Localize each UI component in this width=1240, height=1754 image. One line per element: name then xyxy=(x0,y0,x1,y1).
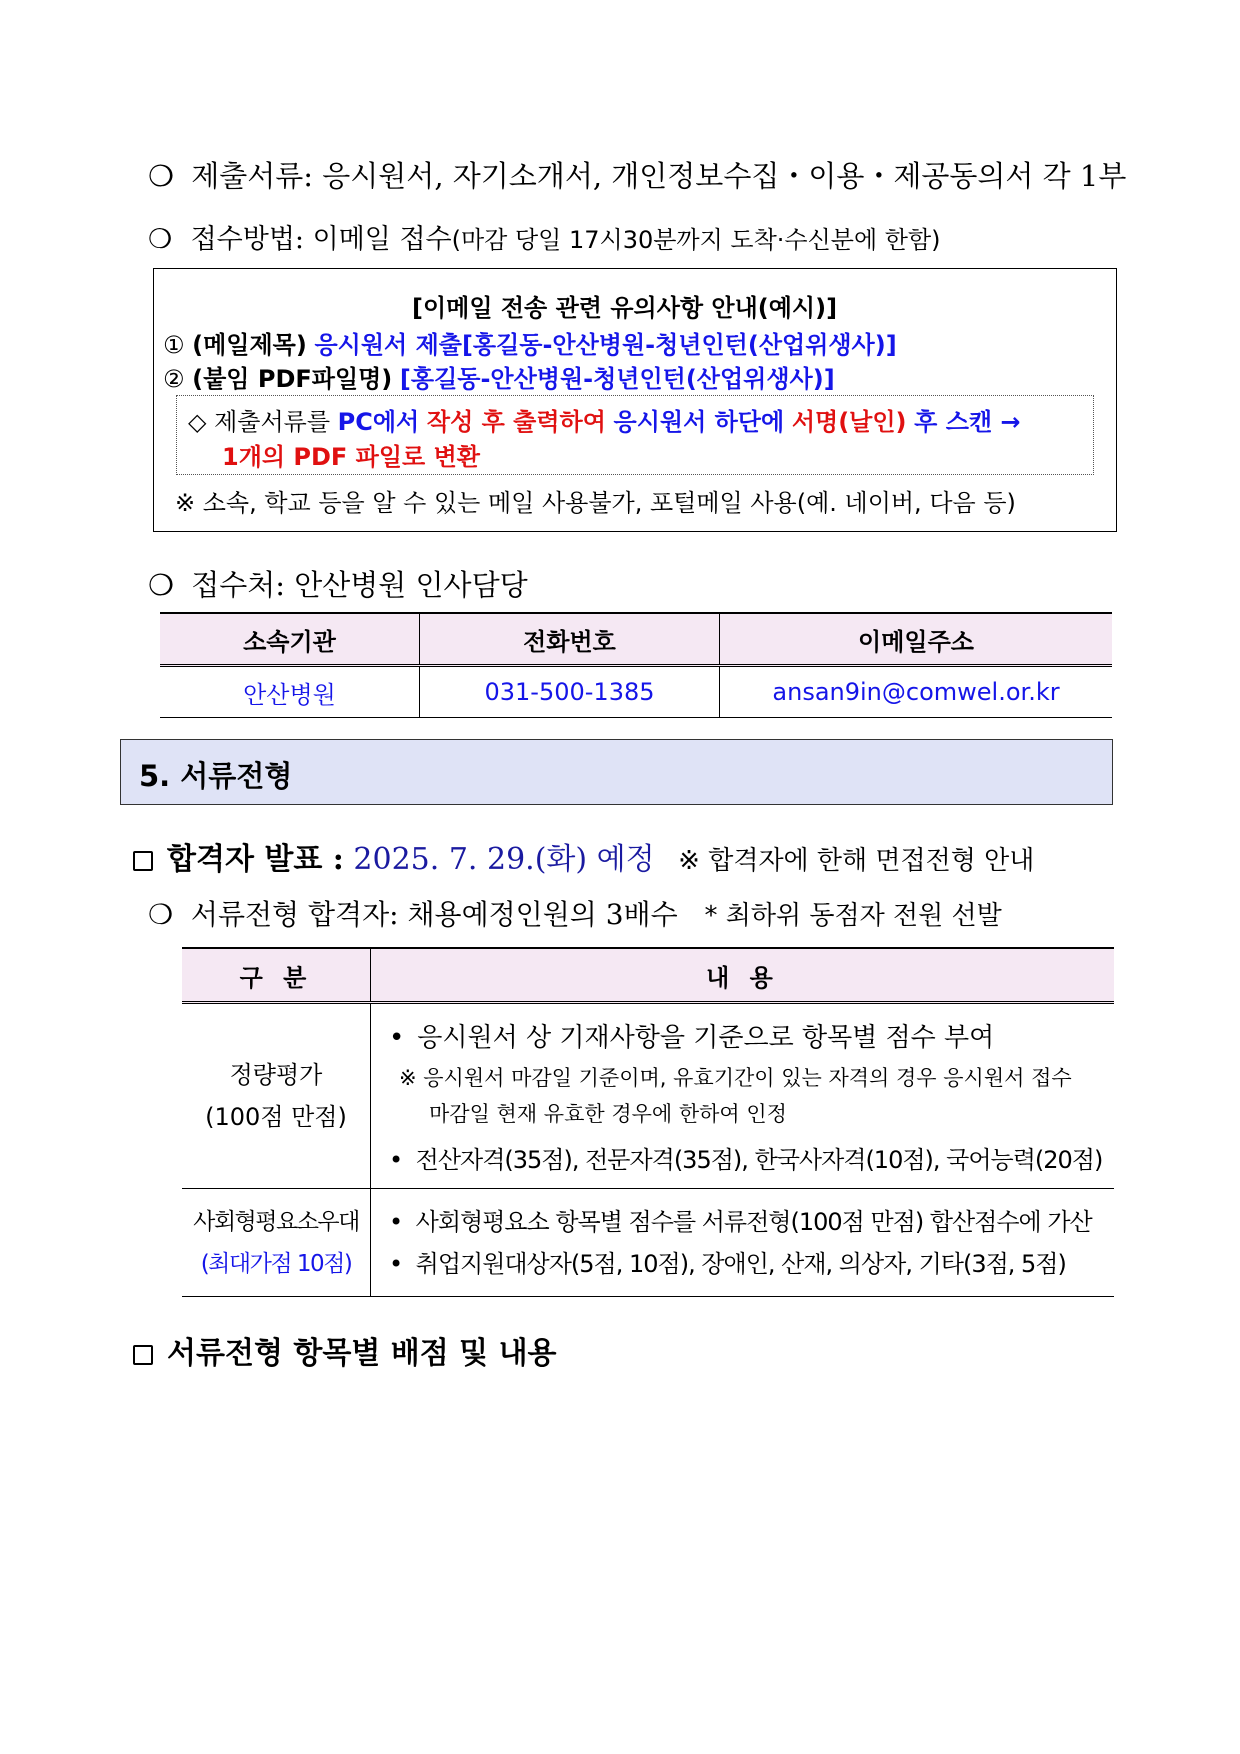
announcement-date: 2025. 7. 29.(화) 예정 xyxy=(353,842,655,877)
circle-bullet-icon: ❍ xyxy=(148,159,174,193)
receive-place-label: 접수처: xyxy=(191,568,286,602)
row2-category xyxy=(182,1189,371,1297)
checkbox-square-icon xyxy=(133,851,153,871)
announcement-label: 합격자 발표 : xyxy=(167,842,344,877)
evaluation-table xyxy=(182,947,1114,1297)
receive-place-line xyxy=(148,563,528,604)
submit-docs-text: 응시원서, 자기소개서, 개인정보수집・이용・제공동의서 각 1부 xyxy=(322,159,1127,193)
row1-note2: 마감일 현재 유효한 경우에 한하여 인정 xyxy=(429,1102,787,1126)
bullet-dot-icon: • xyxy=(389,1249,403,1278)
item2-label: (붙임 PDF파일명) xyxy=(192,365,393,393)
circle-bullet-icon: ❍ xyxy=(148,568,174,602)
header-org: 소속기관 xyxy=(160,613,420,666)
instruction-part-2: PC에서 xyxy=(337,408,420,436)
section-5-header xyxy=(120,739,1113,805)
pass-count-note: * 최하위 동점자 전원 선발 xyxy=(704,901,1002,931)
row2-line1 xyxy=(389,1201,1113,1243)
instruction-part-5: 서명(날인) xyxy=(791,408,907,436)
receive-method-label: 접수방법: xyxy=(190,224,305,255)
instruction-part-1: 제출서류를 xyxy=(214,408,331,436)
section-items-line xyxy=(133,1328,557,1372)
row2-line1-text: 사회형평요소 항목별 점수를 서류전형(100점 만점) 합산점수에 가산 xyxy=(415,1207,1092,1236)
circle-bullet-icon: ❍ xyxy=(148,224,173,255)
row1-category xyxy=(182,1003,371,1189)
instruction-part-6: 후 스캔 → xyxy=(914,408,1021,436)
cell-phone: 031-500-1385 xyxy=(420,666,720,718)
pass-count-text: 채용예정인원의 3배수 xyxy=(407,898,678,931)
instruction-part-4: 응시원서 하단에 xyxy=(613,408,785,436)
email-notice-title: [이메일 전송 관련 유의사항 안내(예시)] xyxy=(412,294,838,322)
row2-line2-text: 취업지원대상자(5점, 10점), 장애인, 산재, 의상자, 기타(3점, 5점) xyxy=(415,1249,1066,1278)
submit-docs-line xyxy=(148,154,1126,195)
table-row xyxy=(160,666,1112,718)
bullet-dot-icon: • xyxy=(389,1023,405,1053)
item1-number: ① xyxy=(163,331,185,359)
bullet-dot-icon: • xyxy=(389,1146,403,1174)
notice-footnote: ※ 소속, 학교 등을 알 수 있는 메일 사용불가, 포털메일 사용(예. 네이버, 다음 등) xyxy=(175,489,1016,517)
notice-item-2 xyxy=(163,359,835,394)
checkbox-square-icon xyxy=(133,1345,153,1365)
pass-count-line xyxy=(148,893,1002,933)
receive-method-detail: (마감 당일 17시30분까지 도착·수신분에 한함) xyxy=(451,226,941,254)
table-row xyxy=(182,1189,1114,1297)
row1-content xyxy=(371,1003,1115,1189)
instruction-line-2 xyxy=(222,437,480,472)
section-5-title: 5. 서류전형 xyxy=(139,759,293,793)
row1-note1: ※ 응시원서 마감일 기준이며, 유효기간이 있는 자격의 경우 응시원서 접수 xyxy=(399,1066,1072,1090)
header-phone: 전화번호 xyxy=(420,613,720,666)
notice-item-1 xyxy=(163,325,897,360)
item2-number: ② xyxy=(163,365,185,393)
section-items-label: 서류전형 항목별 배점 및 내용 xyxy=(167,1336,557,1371)
contact-table xyxy=(160,612,1112,718)
row1-name: 정량평가 xyxy=(229,1061,323,1089)
header-email: 이메일주소 xyxy=(720,613,1113,666)
row1-sub: (100점 만점) xyxy=(205,1103,347,1131)
circle-bullet-icon: ❍ xyxy=(148,898,174,931)
instruction-part-7: 1개의 PDF 파일로 변환 xyxy=(222,443,480,471)
row1-line1-text: 응시원서 상 기재사항을 기준으로 항목별 점수 부여 xyxy=(417,1023,995,1053)
row2-line2 xyxy=(389,1243,1113,1285)
announcement-line xyxy=(133,834,1034,878)
cell-email[interactable]: ansan9in@comwel.or.kr xyxy=(720,666,1113,718)
row1-line2 xyxy=(389,1140,1113,1175)
receive-place-text: 안산병원 인사담당 xyxy=(294,568,528,602)
header-content: 내 용 xyxy=(371,948,1115,1003)
instruction-line-1 xyxy=(188,402,1021,437)
table-header-row xyxy=(182,948,1114,1003)
row2-sub: (최대가점 10점) xyxy=(200,1250,352,1277)
submit-docs-label: 제출서류: xyxy=(191,159,314,193)
row2-content xyxy=(371,1189,1115,1297)
table-row xyxy=(182,1003,1114,1189)
row2-name: 사회형평요소우대 xyxy=(193,1208,359,1235)
receive-method-line xyxy=(148,217,941,256)
item1-value: 응시원서 제출[홍길동-안산병원-청년인턴(산업위생사)] xyxy=(314,331,897,359)
instruction-part-3: 작성 후 출력하여 xyxy=(426,408,606,436)
row1-line2-text: 전산자격(35점), 전문자격(35점), 한국사자격(10점), 국어능력(20점) xyxy=(415,1146,1103,1174)
item1-label: (메일제목) xyxy=(192,331,307,359)
diamond-icon: ◇ xyxy=(188,408,207,436)
row1-line1 xyxy=(389,1017,1113,1054)
receive-method-text: 이메일 접수 xyxy=(312,224,452,255)
header-category: 구 분 xyxy=(182,948,371,1003)
pass-count-label: 서류전형 합격자: xyxy=(190,898,399,931)
announcement-note: ※ 합격자에 한해 면접전형 안내 xyxy=(678,846,1035,876)
table-header-row xyxy=(160,613,1112,666)
bullet-dot-icon: • xyxy=(389,1207,403,1236)
cell-org: 안산병원 xyxy=(160,666,420,718)
item2-value: [홍길동-안산병원-청년인턴(산업위생사)] xyxy=(399,365,835,393)
